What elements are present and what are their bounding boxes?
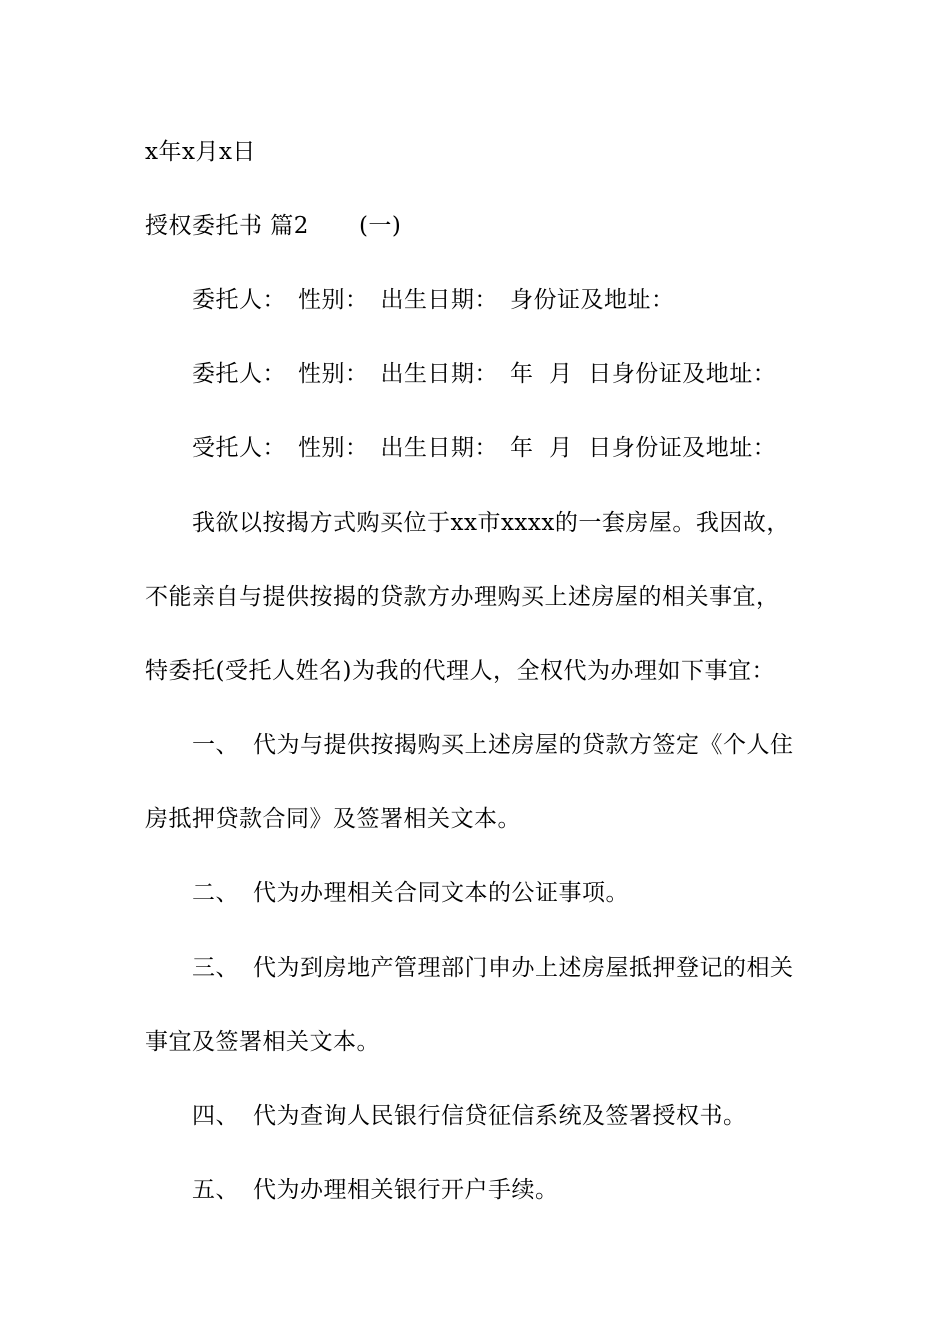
item-number: 三、 (192, 955, 239, 981)
party-date-fill: 年 月 日 (510, 361, 612, 387)
party-role: 委托人： (192, 287, 286, 313)
item-number: 一、 (192, 732, 239, 758)
item-text: 代为办理相关合同文本的公证事项。 (253, 880, 629, 906)
item-2 (192, 877, 629, 909)
intro-line-2: 不能亲自与提供按揭的贷款方办理购买上述房屋的相关事宜， (145, 584, 780, 610)
date-line: x年x月x日 (145, 139, 256, 165)
item-number: 四、 (192, 1103, 239, 1129)
item-3 (192, 952, 794, 984)
party-gender: 性别： (298, 287, 369, 313)
item-text: 代为到房地产管理部门申办上述房屋抵押登记的相关 (253, 955, 794, 981)
party-role: 受托人： (192, 435, 286, 461)
party-gender: 性别： (298, 361, 369, 387)
item-4 (192, 1100, 747, 1132)
party-gender: 性别： (298, 435, 369, 461)
item-3-continuation: 事宜及签署相关文本。 (145, 1029, 380, 1055)
item-text: 代为与提供按揭购买上述房屋的贷款方签定《个人住 (253, 732, 794, 758)
party-id-address: 身份证及地址： (510, 287, 675, 313)
item-text: 代为查询人民银行信贷征信系统及签署授权书。 (253, 1103, 747, 1129)
party-line-3 (192, 432, 776, 464)
party-role: 委托人： (192, 361, 286, 387)
item-1-continuation: 房抵押贷款合同》及签署相关文本。 (145, 806, 521, 832)
party-id-address: 身份证及地址： (611, 435, 777, 461)
intro-line-3: 特委托(受托人姓名)为我的代理人，全权代为办理如下事宜： (145, 658, 775, 684)
party-birth: 出生日期： (380, 361, 498, 387)
item-number: 二、 (192, 880, 239, 906)
item-5 (192, 1174, 559, 1206)
party-id-address: 身份证及地址： (611, 361, 777, 387)
document-heading (145, 210, 401, 242)
heading-suffix: (一) (358, 213, 402, 239)
item-number: 五、 (192, 1177, 239, 1203)
item-text: 代为办理相关银行开户手续。 (253, 1177, 559, 1203)
party-date-fill: 年 月 日 (510, 435, 612, 461)
party-line-2 (192, 358, 776, 390)
party-birth: 出生日期： (380, 435, 498, 461)
item-1 (192, 729, 794, 761)
party-line-1 (192, 284, 675, 316)
party-birth: 出生日期： (380, 287, 498, 313)
intro-line-1: 我欲以按揭方式购买位于xx市xxxx的一套房屋。我因故， (192, 510, 790, 536)
heading-title: 授权委托书 篇2 (145, 213, 309, 239)
